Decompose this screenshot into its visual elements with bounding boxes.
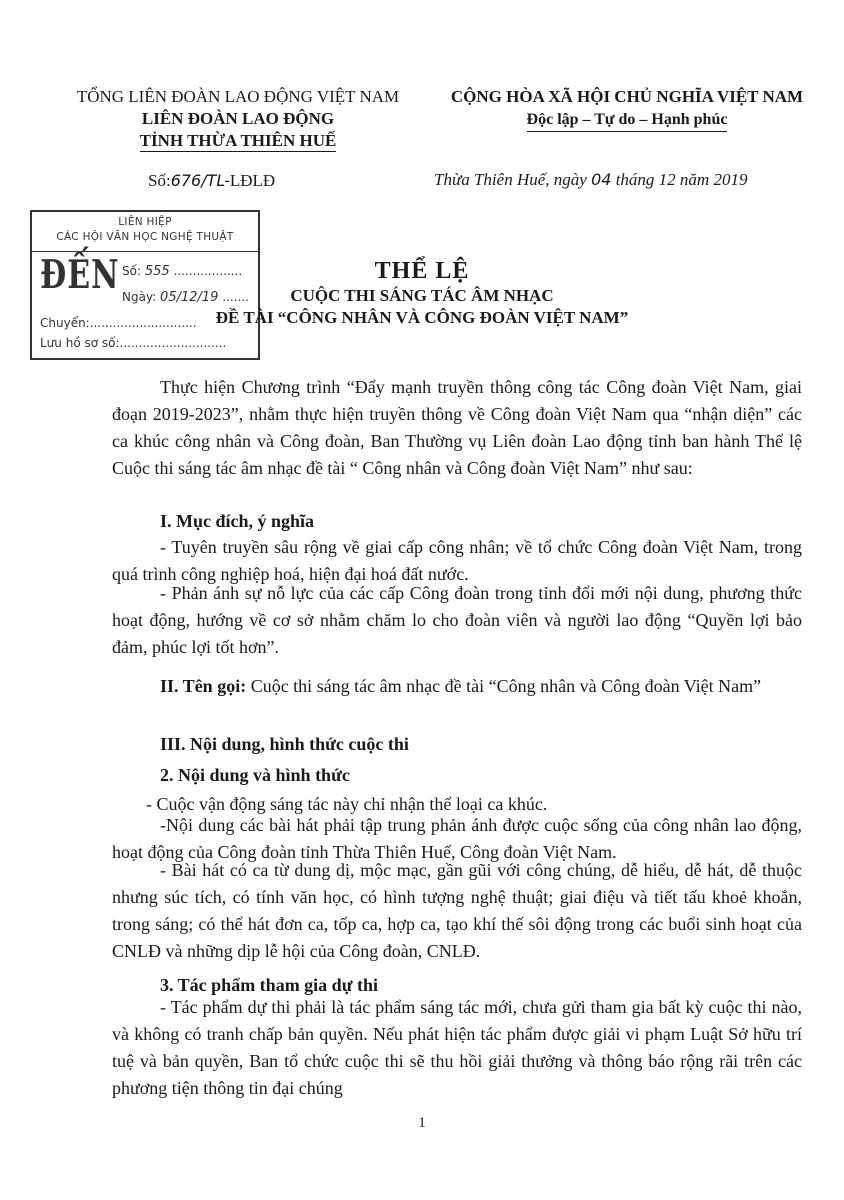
stamp-so-label: Số: [122, 264, 142, 278]
stamp-chuyen-dots: ............................ [89, 316, 197, 330]
section-3-heading: III. Nội dung, hình thức cuộc thi [160, 734, 409, 754]
stamp-header [32, 212, 258, 252]
date-day: 04 [591, 170, 612, 189]
issuer-header [58, 86, 418, 152]
date-middle: tháng 12 năm [615, 170, 710, 189]
stamp-luu-label: Lưu hồ sơ số: [40, 336, 120, 350]
stamp-ngay-value: 05/12/19 [160, 290, 219, 305]
stamp-so-value: 555 [144, 264, 170, 279]
subsection-2-paragraph-2: -Nội dung các bài hát phải tập trung phản ánh được cuộc sống của công nhân lao động, hoạt động của Công đoàn tỉnh Thừa Thiên Huế, Công đoàn Việt Nam. [112, 815, 802, 862]
doc-number-suffix: LĐLĐ [229, 171, 276, 190]
subsection-3-heading: 3. Tác phẩm tham gia dự thi [160, 975, 379, 995]
subsection-2-paragraph-1: - Cuộc vận động sáng tác này chỉ nhận thể loại ca khúc. [146, 794, 548, 814]
issuer-org: LIÊN ĐOÀN LAO ĐỘNG [141, 109, 335, 128]
date-prefix: Thừa Thiên Huế, ngày [434, 170, 587, 189]
section-2-paragraph [112, 673, 802, 700]
national-header [432, 86, 822, 132]
subsection-2-heading: 2. Nội dung và hình thức [160, 765, 350, 785]
stamp-chuyen-label: Chuyển: [40, 316, 90, 330]
date-line [434, 170, 834, 190]
stamp-luu-line [40, 336, 226, 350]
subsection-3-paragraph-1: - Tác phẩm dự thi phải là tác phẩm sáng tác mới, chưa gửi tham gia bất kỳ cuộc thi nào, và không có tranh chấp bản quyền. Nếu phát hiện tác phẩm được giải vi phạm Luật Sở hữu trí tuệ và bản quyền, Ban tổ chức cuộc thi sẽ thu hồi giải thưởng và thông báo rộng rãi trên các phương tiện thông tin đại chúng [112, 997, 802, 1098]
received-stamp [30, 210, 260, 360]
page-number: 1 [418, 1115, 426, 1131]
document-subtitle: CUỘC THI SÁNG TÁC ÂM NHẠC [290, 286, 554, 305]
stamp-header-line1: LIÊN HIỆP [118, 216, 172, 228]
doc-number-handwritten: 676/TL- [170, 171, 230, 190]
issuer-province: TỈNH THỪA THIÊN HUẾ [139, 131, 337, 150]
stamp-den-label: ĐẾN [40, 252, 120, 299]
issuer-parent-org: TỔNG LIÊN ĐOÀN LAO ĐỘNG VIỆT NAM [76, 87, 400, 106]
stamp-ngay-line: Ngày: 05/12/19 ....... [122, 290, 249, 305]
country-name: CỘNG HÒA XÃ HỘI CHỦ NGHĨA VIỆT NAM [450, 87, 804, 106]
national-motto: Độc lập – Tự do – Hạnh phúc [527, 109, 728, 132]
document-title: THỂ LỆ [374, 258, 470, 284]
stamp-header-line2: CÁC HỘI VĂN HỌC NGHỆ THUẬT [56, 231, 234, 243]
date-year: 2019 [713, 170, 748, 189]
document-topic: ĐỀ TÀI “CÔNG NHÂN VÀ CÔNG ĐOÀN VIỆT NAM” [215, 308, 629, 327]
section-2-heading: II. Tên gọi: [160, 676, 247, 696]
section-1-paragraph-1: - Tuyên truyền sâu rộng về giai cấp công nhân; về tổ chức Công đoàn Việt Nam, trong quá trình công nghiệp hoá, hiện đại hoá đất nước. [112, 537, 802, 584]
section-1-paragraph-2: - Phản ánh sự nỗ lực của các cấp Công đoàn trong tỉnh đổi mới nội dung, phương thức hoạt động, hướng về cơ sở nhằm chăm lo cho đoàn viên và người lao động “Quyền lợi bảo đảm, phúc lợi tốt hơn”. [112, 583, 802, 657]
stamp-luu-dots: ............................ [119, 336, 227, 350]
document-number [148, 171, 275, 191]
intro-paragraph: Thực hiện Chương trình “Đẩy mạnh truyền thông công tác Công đoàn Việt Nam, giai đoạn 2019-2023”, nhằm thực hiện truyền thông về Công đoàn Việt Nam qua “nhận diện” các ca khúc công nhân và Công đoàn, Ban Thường vụ Liên đoàn Lao động tỉnh ban hành Thể lệ Cuộc thi sáng tác âm nhạc đề tài “ Công nhân và Công đoàn Việt Nam” như sau: [112, 377, 802, 478]
subsection-2-paragraph-3: - Bài hát có ca từ dung dị, mộc mạc, gần gũi với công chúng, dễ hiểu, dễ hát, dễ thuộc nhưng súc tích, có tính văn học, có hình tượng nghệ thuật; giai điệu và tiết tấu khoẻ khoắn, trong sáng; có thể hát đơn ca, tốp ca, hợp ca, tạo khí thế sôi động trong các buổi sinh hoạt của CNLĐ và những dịp lễ hội của Công đoàn, CNLĐ. [112, 860, 802, 961]
doc-number-prefix: Số: [148, 171, 171, 190]
stamp-so-line: Số: 555 .................. [122, 264, 243, 279]
section-1-heading: I. Mục đích, ý nghĩa [160, 511, 315, 531]
stamp-ngay-label: Ngày: [122, 290, 157, 304]
section-2-text: Cuộc thi sáng tác âm nhạc đề tài “Công nhân và Công đoàn Việt Nam” [246, 676, 762, 696]
